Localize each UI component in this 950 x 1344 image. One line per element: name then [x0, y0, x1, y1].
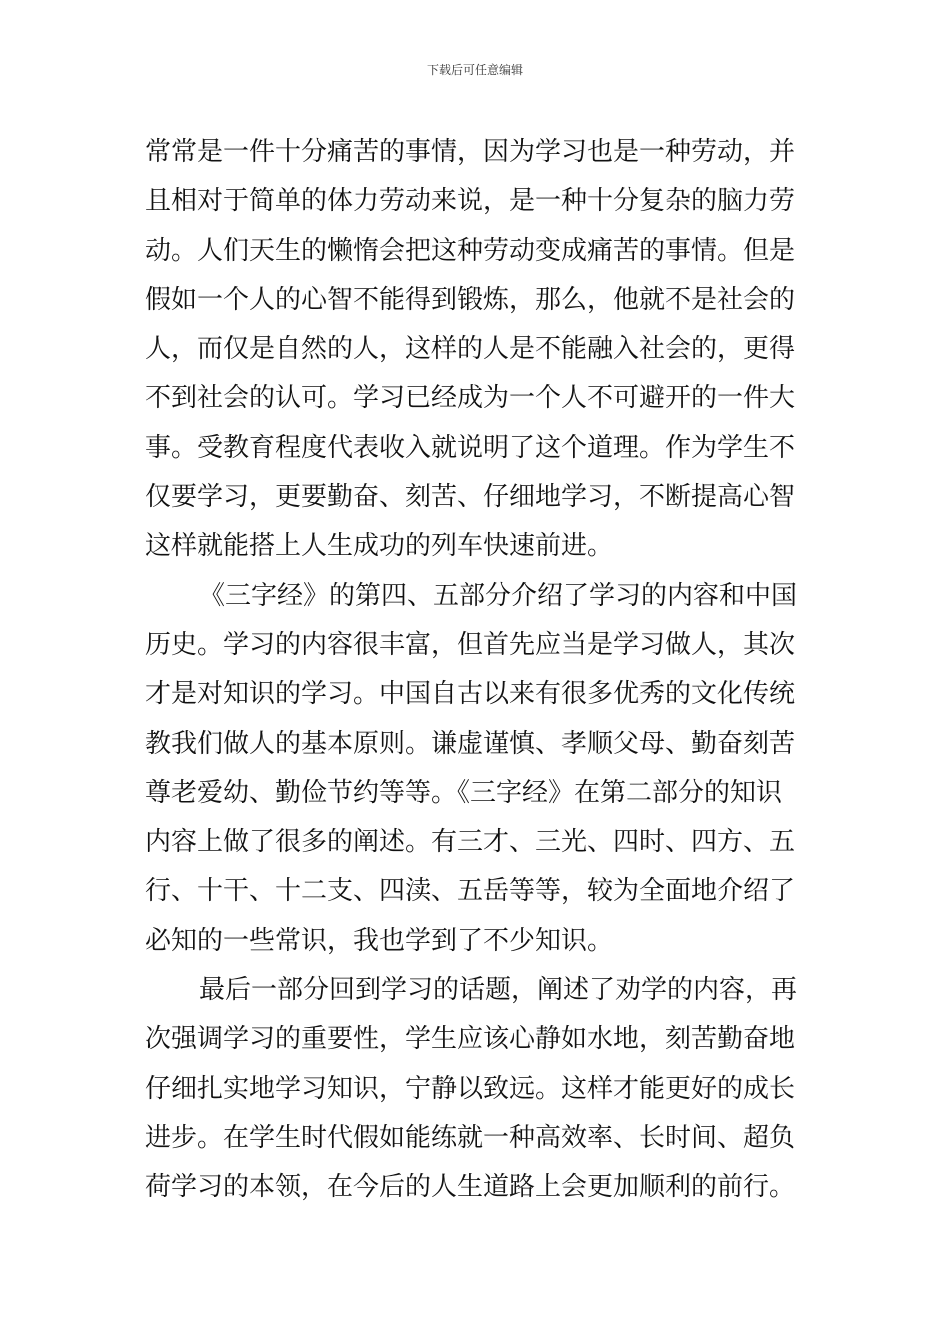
paragraph-1: [145, 128, 805, 572]
paragraph-line: 才是对知识的学习。中国自古以来有很多优秀的文化传统: [145, 679, 796, 710]
paragraph-line: 不到社会的认可。学习已经成为一个人不可避开的一件大: [145, 383, 796, 414]
paragraph-line: 次强调学习的重要性，学生应该心静如水地，刻苦勤奋地: [145, 1024, 796, 1055]
paragraph-line: 历史。学习的内容很丰富，但首先应当是学习做人，其次: [145, 629, 796, 660]
paragraph-line: 行、十干、十二支、四渎、五岳等等，较为全面地介绍了: [145, 876, 796, 907]
paragraph-line: 常常是一件十分痛苦的事情，因为学习也是一种劳动，并: [145, 137, 796, 167]
paragraph-line: 内容上做了很多的阐述。有三才、三光、四时、四方、五: [145, 827, 796, 858]
paragraph-line: 进步。在学生时代假如能练就一种高效率、长时间、超负: [145, 1122, 796, 1153]
paragraph-line: 人，而仅是自然的人，这样的人是不能融入社会的，更得: [145, 334, 796, 365]
paragraph-2: [145, 572, 805, 966]
document-body: [145, 128, 805, 1213]
paragraph-line: 尊老爱幼、勤俭节约等等。《三字经》在第二部分的知识: [145, 777, 783, 808]
paragraph-line: 事。受教育程度代表收入就说明了这个道理。作为学生不: [145, 432, 796, 463]
paragraph-first-line: 最后一部分回到学习的话题，阐述了劝学的内容，再: [199, 975, 798, 1006]
paragraph-line: 这样就能搭上人生成功的列车快速前进。: [145, 531, 614, 562]
paragraph-first-line: 《三字经》的第四、五部分介绍了学习的内容和中国: [199, 580, 798, 611]
paragraph-line: 必知的一些常识，我也学到了不少知识。: [145, 925, 614, 956]
paragraph-line: 仅要学习，更要勤奋、刻苦、仔细地学习，不断提高心智: [145, 482, 796, 513]
paragraph-line: 荷学习的本领，在今后的人生道路上会更加顺利的前行。: [145, 1172, 796, 1203]
paragraph-line: 教我们做人的基本原则。谦虚谨慎、孝顺父母、勤奋刻苦: [145, 728, 796, 759]
paragraph-3: [145, 966, 805, 1212]
page-header: 下载后可任意编辑: [426, 63, 523, 77]
paragraph-line: 仔细扎实地学习知识，宁静以致远。这样才能更好的成长: [145, 1073, 796, 1104]
paragraph-line: 动。人们天生的懒惰会把这种劳动变成痛苦的事情。但是: [145, 235, 796, 266]
paragraph-line: 假如一个人的心智不能得到锻炼，那么，他就不是社会的: [145, 284, 796, 315]
paragraph-line: 且相对于简单的体力劳动来说，是一种十分复杂的脑力劳: [145, 186, 796, 217]
